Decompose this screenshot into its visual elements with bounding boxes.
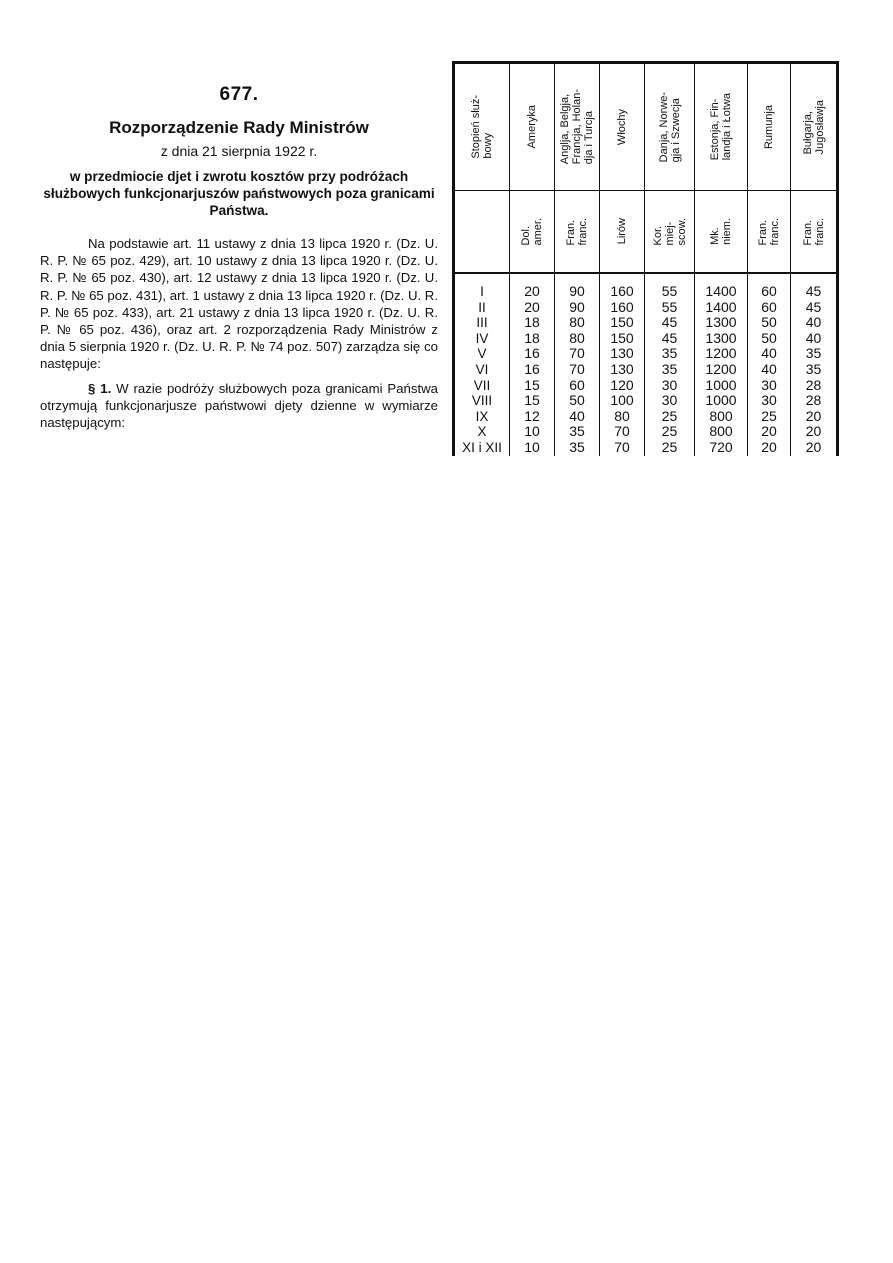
rate-cell: 20 [791,409,838,425]
rate-cell: 60 [748,284,791,300]
table-row [454,393,838,409]
rate-cell: 30 [748,378,791,394]
header-estonia-finland-latvia: Estonja, Fin- landja i Łotwa [695,63,748,191]
rate-cell: 20 [748,440,791,456]
grade-cell: XI i XII [462,439,502,455]
rate-cell: 100 [600,393,645,409]
grade-cell: IV [475,330,489,346]
rate-cell: 20 [748,424,791,440]
rate-cell: 25 [645,440,695,456]
rate-cell: 1000 [695,393,748,409]
rate-cell: 1400 [695,284,748,300]
rate-cell: 70 [600,440,645,456]
grade-cell: VIII [471,393,493,409]
rate-cell: 20 [791,440,838,456]
grade-cell: I [480,284,484,299]
grade-cell: II [478,299,486,315]
rate-cell: 80 [555,331,600,347]
rate-cell: 800 [695,409,748,425]
header-america: Ameryka [510,63,555,191]
rate-cell: 40 [791,331,838,347]
act-subject: w przedmiocie djet i zwrotu kosztów przy podróżach służbowych funkcjonarjuszów państwowych poza granicami Państwa. [43,169,435,218]
rate-cell: 40 [748,362,791,378]
rate-cell: 18 [510,315,555,331]
table-row [454,362,838,378]
act-number: 677. [219,84,259,105]
header-england-belgium-france: Anglja, Belgja, Francja, Holan- dja i Turcja [555,63,600,191]
unit-usd: Dol. amer. [510,191,555,274]
rate-cell: 90 [555,300,600,316]
rate-cell: 28 [791,378,838,394]
rate-cell: 70 [600,424,645,440]
header-bulgaria-yugoslavia: Bułgarja, Jugosławja [791,63,838,191]
section-1-mark: § 1. [88,380,112,396]
grade-cell: VII [473,377,491,393]
rate-cell: 1300 [695,331,748,347]
rate-cell: 1000 [695,378,748,394]
rate-cell: 120 [600,378,645,394]
rate-cell: 90 [555,284,600,300]
rate-cell: 10 [510,424,555,440]
rate-cell: 20 [510,300,555,316]
rate-cell: 160 [600,284,645,300]
rate-cell: 70 [555,362,600,378]
rate-cell: 40 [555,409,600,425]
rate-cell: 30 [645,378,695,394]
unit-lira: Lirów [600,191,645,274]
act-date: z dnia 21 sierpnia 1922 r. [160,143,318,159]
rate-cell: 70 [555,346,600,362]
table-row [454,409,838,425]
rate-cell: 160 [600,300,645,316]
rate-cell: 28 [791,393,838,409]
section-1-paragraph [40,380,438,432]
rate-cell: 800 [695,424,748,440]
grade-cell: III [476,315,488,331]
rate-cell: 35 [645,362,695,378]
unit-franc-ro: Fran. franc. [748,191,791,274]
rate-cell: 1200 [695,346,748,362]
header-grade: Stopień służ- bowy [470,95,494,159]
rate-cell: 15 [510,378,555,394]
rate-cell: 50 [748,315,791,331]
rate-cell: 40 [791,315,838,331]
table-row [454,300,838,316]
rate-cell: 35 [791,362,838,378]
rate-cell: 80 [600,409,645,425]
grade-cell: IX [475,408,489,424]
rate-cell: 35 [555,440,600,456]
rate-cell: 45 [791,300,838,316]
rate-cell: 130 [600,362,645,378]
rate-cell: 1400 [695,300,748,316]
rate-cell: 60 [555,378,600,394]
rate-cell: 130 [600,346,645,362]
unit-local-crown: Kor. miej- scow. [645,191,695,274]
rate-cell: 12 [510,409,555,425]
rate-cell: 25 [645,424,695,440]
rate-cell: 35 [791,346,838,362]
rate-cell: 45 [645,315,695,331]
unit-frf: Fran. franc. [555,191,600,274]
table-row [454,346,838,362]
per-diem-rates-table [452,61,839,456]
header-italy: Włochy [600,63,645,191]
rate-cell: 35 [555,424,600,440]
rate-cell: 1300 [695,315,748,331]
rate-cell: 16 [510,362,555,378]
rate-cell: 80 [555,315,600,331]
unit-grade [454,191,510,274]
table-row [454,331,838,347]
rate-cell: 55 [645,300,695,316]
rate-cell: 150 [600,331,645,347]
rate-cell: 15 [510,393,555,409]
currency-header-row [454,191,838,274]
rate-cell: 50 [748,331,791,347]
preamble-paragraph: Na podstawie art. 11 ustawy z dnia 13 lipca 1920 r. (Dz. U. R. P. № 65 poz. 429), art. 10 ustawy z dnia 13 lipca 1920 r. (Dz. U. R. P. № 65 poz. 430), art. 12 ustawy z dnia 13 lipca 1920 r. (Dz. U. R. P. № 65 poz. 431), art. 1 ustawy z dnia 13 lipca 1920 r. (Dz. U. R. P. № 65 poz. 433), art. 21 ustawy z dnia 13 lipca 1920 r. (Dz. U. R. P. № 65 poz. 436), oraz art. 2 rozporządzenia Rady Ministrów z dnia 5 sierpnia 1920 r. (Dz. U. R. P. № 74 poz. 507) zarządza się co następuje: [40,236,438,372]
rate-cell: 10 [510,440,555,456]
rate-cell: 55 [645,284,695,300]
rate-cell: 50 [555,393,600,409]
rate-cell: 720 [695,440,748,456]
table-row [454,315,838,331]
section-1-text: W razie podróży służbowych poza granicami Państwa otrzymują funkcjonarjusze państwowi djety dzienne w wymiarze następującym: [40,380,438,431]
table-row [454,284,838,300]
grade-cell: VI [475,361,489,377]
rate-cell: 30 [645,393,695,409]
country-header-row [454,63,838,191]
rate-cell: 60 [748,300,791,316]
rate-cell: 1200 [695,362,748,378]
rate-cell: 20 [791,424,838,440]
rate-cell: 35 [645,346,695,362]
rate-cell: 150 [600,315,645,331]
grade-cell: V [477,346,487,362]
rate-cell: 45 [645,331,695,347]
unit-franc-bg: Fran. franc. [791,191,838,274]
per-diem-table-container [452,61,836,453]
rate-cell: 40 [748,346,791,362]
grade-cell: X [477,424,487,440]
unit-mark: Mk. niem. [695,191,748,274]
rate-cell: 30 [748,393,791,409]
regulation-text-column [40,84,438,438]
header-romania: Rumunja [748,63,791,191]
table-row [454,424,838,440]
rate-cell: 18 [510,331,555,347]
rate-cell: 16 [510,346,555,362]
table-row [454,378,838,394]
table-row [454,440,838,456]
act-title: Rozporządzenie Rady Ministrów [109,118,369,137]
rate-cell: 25 [748,409,791,425]
header-denmark-norway-sweden: Danja, Norwe- gja i Szwecja [645,63,695,191]
rate-table-body [454,273,838,456]
rate-cell: 45 [791,284,838,300]
rate-cell: 20 [510,284,555,300]
rate-cell: 25 [645,409,695,425]
